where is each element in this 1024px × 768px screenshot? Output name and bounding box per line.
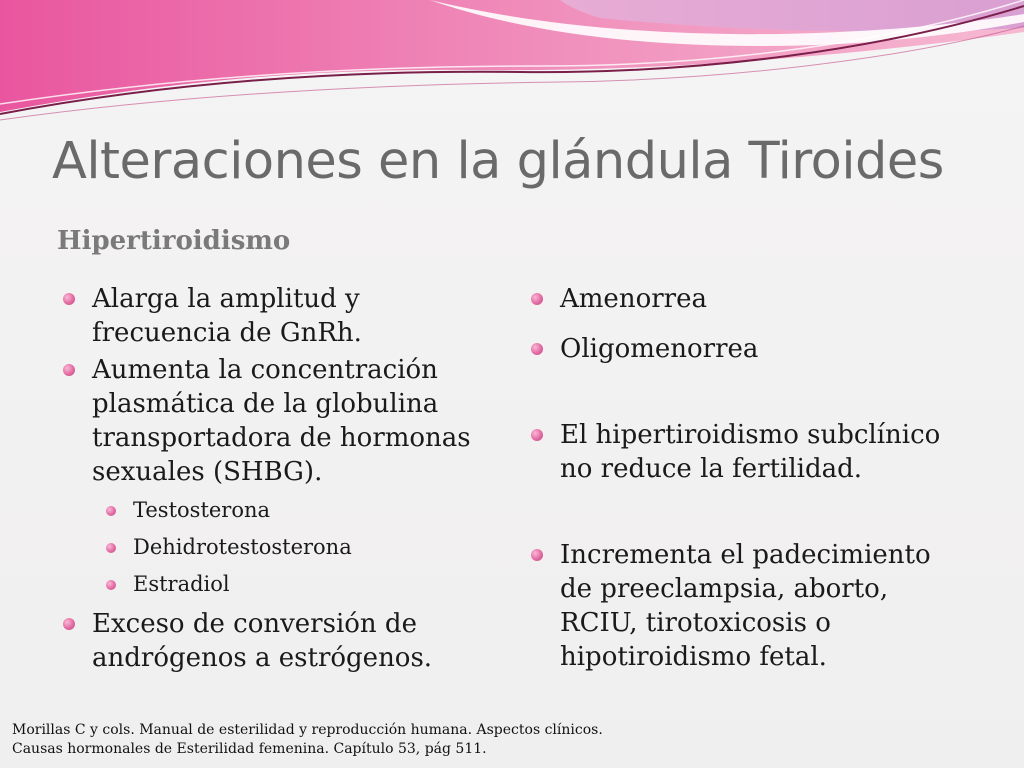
bullet-icon: [106, 506, 116, 516]
bullet-icon: [531, 429, 543, 441]
list-item: [62, 353, 502, 489]
list-item-text: Exceso de conversión de andrógenos a estrógenos.: [92, 609, 433, 673]
slide-title: Alteraciones en la glándula Tiroides: [52, 132, 944, 191]
bullet-icon: [63, 364, 75, 376]
left-bullet-list: [62, 282, 502, 489]
sub-list-item-text: Estradiol: [133, 572, 230, 596]
list-item-text: El hipertiroidismo subclínico no reduce la fertilidad.: [560, 420, 941, 484]
citation: [12, 721, 603, 759]
right-column: [530, 282, 970, 677]
bullet-icon: [106, 580, 116, 590]
bullet-icon: [106, 543, 116, 553]
bullet-icon: [531, 293, 543, 305]
list-item: [530, 418, 970, 486]
list-item-text: Incrementa el padecimiento de preeclampsia, aborto, RCIU, tirotoxicosis o hipotiroidismo fetal.: [560, 540, 931, 672]
list-item: [530, 538, 970, 674]
slide-subtitle: Hipertiroidismo: [57, 226, 291, 256]
list-item: [530, 332, 970, 366]
list-item-text: Oligomenorrea: [560, 334, 759, 364]
left-column: [62, 282, 502, 678]
sub-list-item: [105, 529, 502, 566]
sub-bullet-list: [62, 492, 502, 603]
list-item: [530, 282, 970, 316]
bullet-icon: [531, 549, 543, 561]
citation-line: Causas hormonales de Esterilidad femenina. Capítulo 53, pág 511.: [12, 741, 487, 757]
bullet-icon: [63, 618, 75, 630]
list-item: [62, 607, 502, 675]
right-bullet-list: [530, 282, 970, 674]
sub-list-item: [105, 492, 502, 529]
header-wave-decoration: [0, 0, 1024, 130]
bullet-icon: [63, 293, 75, 305]
citation-line: Morillas C y cols. Manual de esterilidad y reproducción humana. Aspectos clínicos.: [12, 722, 603, 738]
list-item-text: Amenorrea: [560, 284, 707, 314]
sub-list-item: [105, 566, 502, 603]
bullet-icon: [531, 343, 543, 355]
list-item: [62, 282, 502, 350]
left-bullet-list-continued: [62, 607, 502, 675]
sub-list-item-text: Testosterona: [133, 498, 271, 522]
list-item-text: Alarga la amplitud y frecuencia de GnRh.: [92, 284, 362, 348]
sub-list-item-text: Dehidrotestosterona: [133, 535, 352, 559]
list-item-text: Aumenta la concentración plasmática de la globulina transportadora de hormonas sexuales (SHBG).: [92, 355, 471, 487]
